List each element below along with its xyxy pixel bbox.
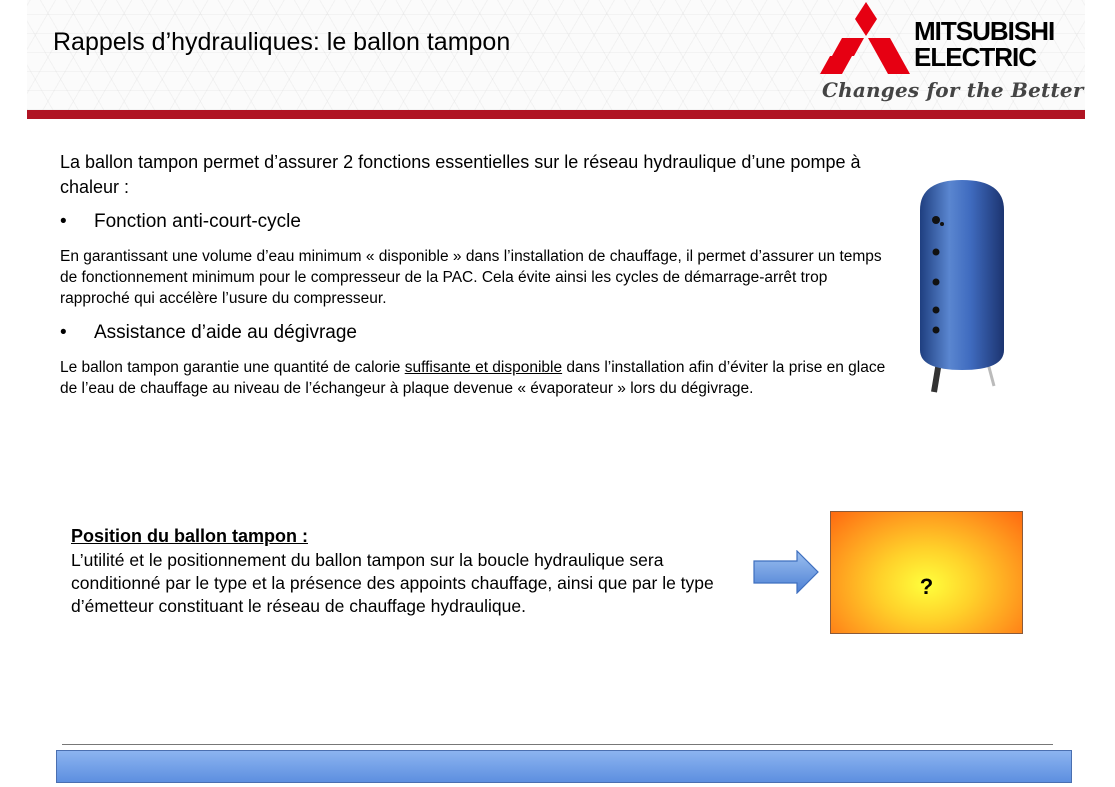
header-red-bar: [27, 110, 1085, 119]
bullet-degivrage: [60, 322, 357, 344]
logo-line-1: MITSUBISHI: [914, 16, 1055, 46]
footer-bar: [56, 750, 1072, 783]
buffer-tank-icon: [912, 180, 1012, 396]
bullet-title: Fonction anti-court-cycle: [94, 211, 301, 232]
logo-line-2: ELECTRIC: [914, 42, 1036, 72]
question-mark: ?: [919, 573, 934, 599]
degivrage-text-end: dans l’installation afin d’éviter la prise en glace de l’eau de chauffage au niveau de l’échangeur à plaque devenue « évaporateur » lors du dégivrage.: [60, 359, 886, 397]
bullet-dot: •: [60, 322, 67, 343]
degivrage-text-start: Le ballon tampon garantie une quantité de calorie: [60, 359, 405, 376]
degivrage-text: [60, 357, 890, 399]
mitsubishi-three-diamonds-icon: [820, 2, 912, 74]
position-text: L’utilité et le positionnement du ballon tampon sur la boucle hydraulique sera conditionné par le type et la présence des appoints chauffage, ainsi que par le type d’émetteur constituant le réseau de chauffage hydraulique.: [71, 550, 714, 616]
right-arrow-icon: [753, 550, 819, 594]
degivrage-text-underlined: suffisante et disponible: [404, 359, 563, 376]
bullet-title: Assistance d’aide au dégivrage: [94, 322, 358, 343]
logo-tagline: Changes for the Better: [822, 78, 1084, 102]
anti-court-cycle-text: En garantissant une volume d’eau minimum « disponible » dans l’installation de chauffage, il permet d’assurer un temps de fonctionnement minimum pour le compresseur de la PAC. Cela évite ainsi les cycles de démarrage-arrêt trop rapproché qui accélère l’usure du compresseur.: [60, 248, 882, 307]
bullet-dot: •: [60, 211, 67, 232]
slide-title: Rappels d’hydrauliques: le ballon tampon: [53, 28, 511, 56]
company-logo-text: [914, 18, 1054, 70]
footer-divider: [62, 744, 1053, 745]
bullet-anti-court-cycle: [60, 211, 301, 233]
question-box: [830, 511, 1023, 634]
position-heading: Position du ballon tampon :: [71, 526, 308, 546]
intro-paragraph: La ballon tampon permet d’assurer 2 fonctions essentielles sur le réseau hydraulique d’une pompe à chaleur :: [60, 152, 861, 197]
